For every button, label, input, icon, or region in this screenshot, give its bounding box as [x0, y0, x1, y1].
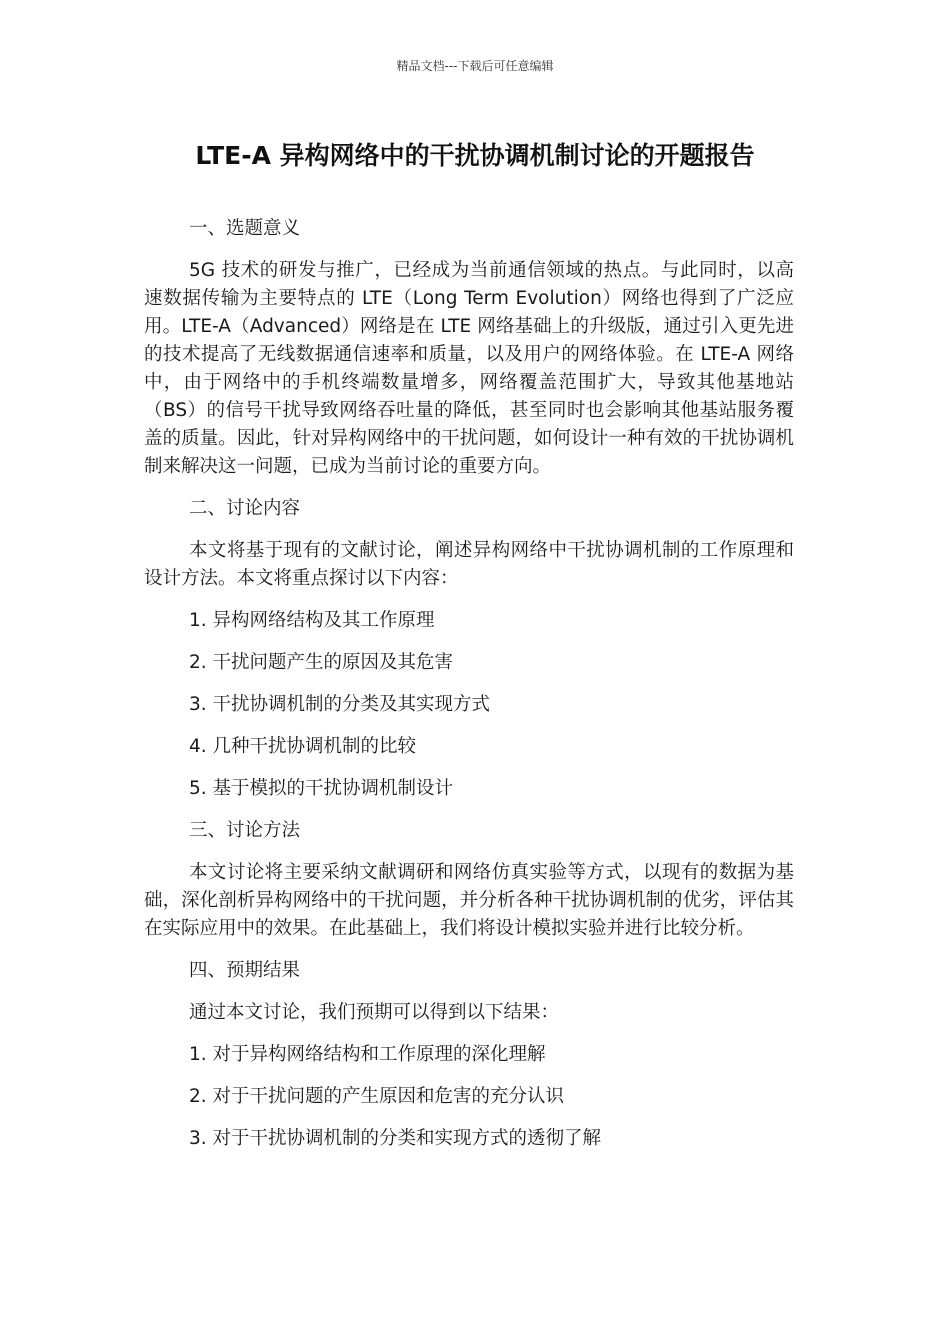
list-item: 3. 对于干扰协调机制的分类和实现方式的透彻了解 [189, 1128, 602, 1149]
section-heading-method: 三、讨论方法 [189, 820, 301, 841]
page-header: 精品文档---下载后可任意编辑 [396, 59, 554, 73]
section-heading-content: 二、讨论内容 [189, 498, 301, 519]
list-item: 4. 几种干扰协调机制的比较 [189, 736, 417, 757]
document-title: LTE-A 异构网络中的干扰协调机制讨论的开题报告 [195, 141, 755, 170]
list-item: 1. 对于异构网络结构和工作原理的深化理解 [189, 1044, 546, 1065]
document-body [144, 215, 794, 1167]
section-paragraph-method: 本文讨论将主要采纳文献调研和网络仿真实验等方式，以现有的数据为基础，深化剖析异构网络中的干扰问题，并分析各种干扰协调机制的优劣，评估其在实际应用中的效果。在此基础上，我们将设计模拟实验并进行比较分析。 [144, 862, 794, 939]
list-item: 2. 对于干扰问题的产生原因和危害的充分认识 [189, 1086, 565, 1107]
section-intro-expected-results: 通过本文讨论，我们预期可以得到以下结果： [189, 1002, 560, 1023]
section-heading-expected-results: 四、预期结果 [189, 960, 301, 981]
list-item: 5. 基于模拟的干扰协调机制设计 [189, 778, 454, 799]
list-item: 1. 异构网络结构及其工作原理 [189, 610, 435, 631]
section-paragraph-content: 本文将基于现有的文献讨论，阐述异构网络中干扰协调机制的工作原理和设计方法。本文将重点探讨以下内容： [144, 540, 794, 589]
section-heading-significance: 一、选题意义 [189, 218, 301, 239]
list-item: 2. 干扰问题产生的原因及其危害 [189, 652, 454, 673]
section-paragraph-significance: 5G 技术的研发与推广，已经成为当前通信领域的热点。与此同时，以高速数据传输为主要特点的 LTE（Long Term Evolution）网络也得到了广泛应用。LTE-A（Advanced）网络是在 LTE 网络基础上的升级版，通过引入更先进的技术提高了无线数据通信速率和质量，以及用户的网络体验。在 LTE-A 网络中，由于网络中的手机终端数量增多，网络覆盖范围扩大，导致其他基地站（BS）的信号干扰导致网络吞吐量的降低，甚至同时也会影响其他基站服务覆盖的质量。因此，针对异构网络中的干扰问题，如何设计一种有效的干扰协调机制来解决这一问题，已成为当前讨论的重要方向。 [144, 260, 794, 477]
list-item: 3. 干扰协调机制的分类及其实现方式 [189, 694, 491, 715]
